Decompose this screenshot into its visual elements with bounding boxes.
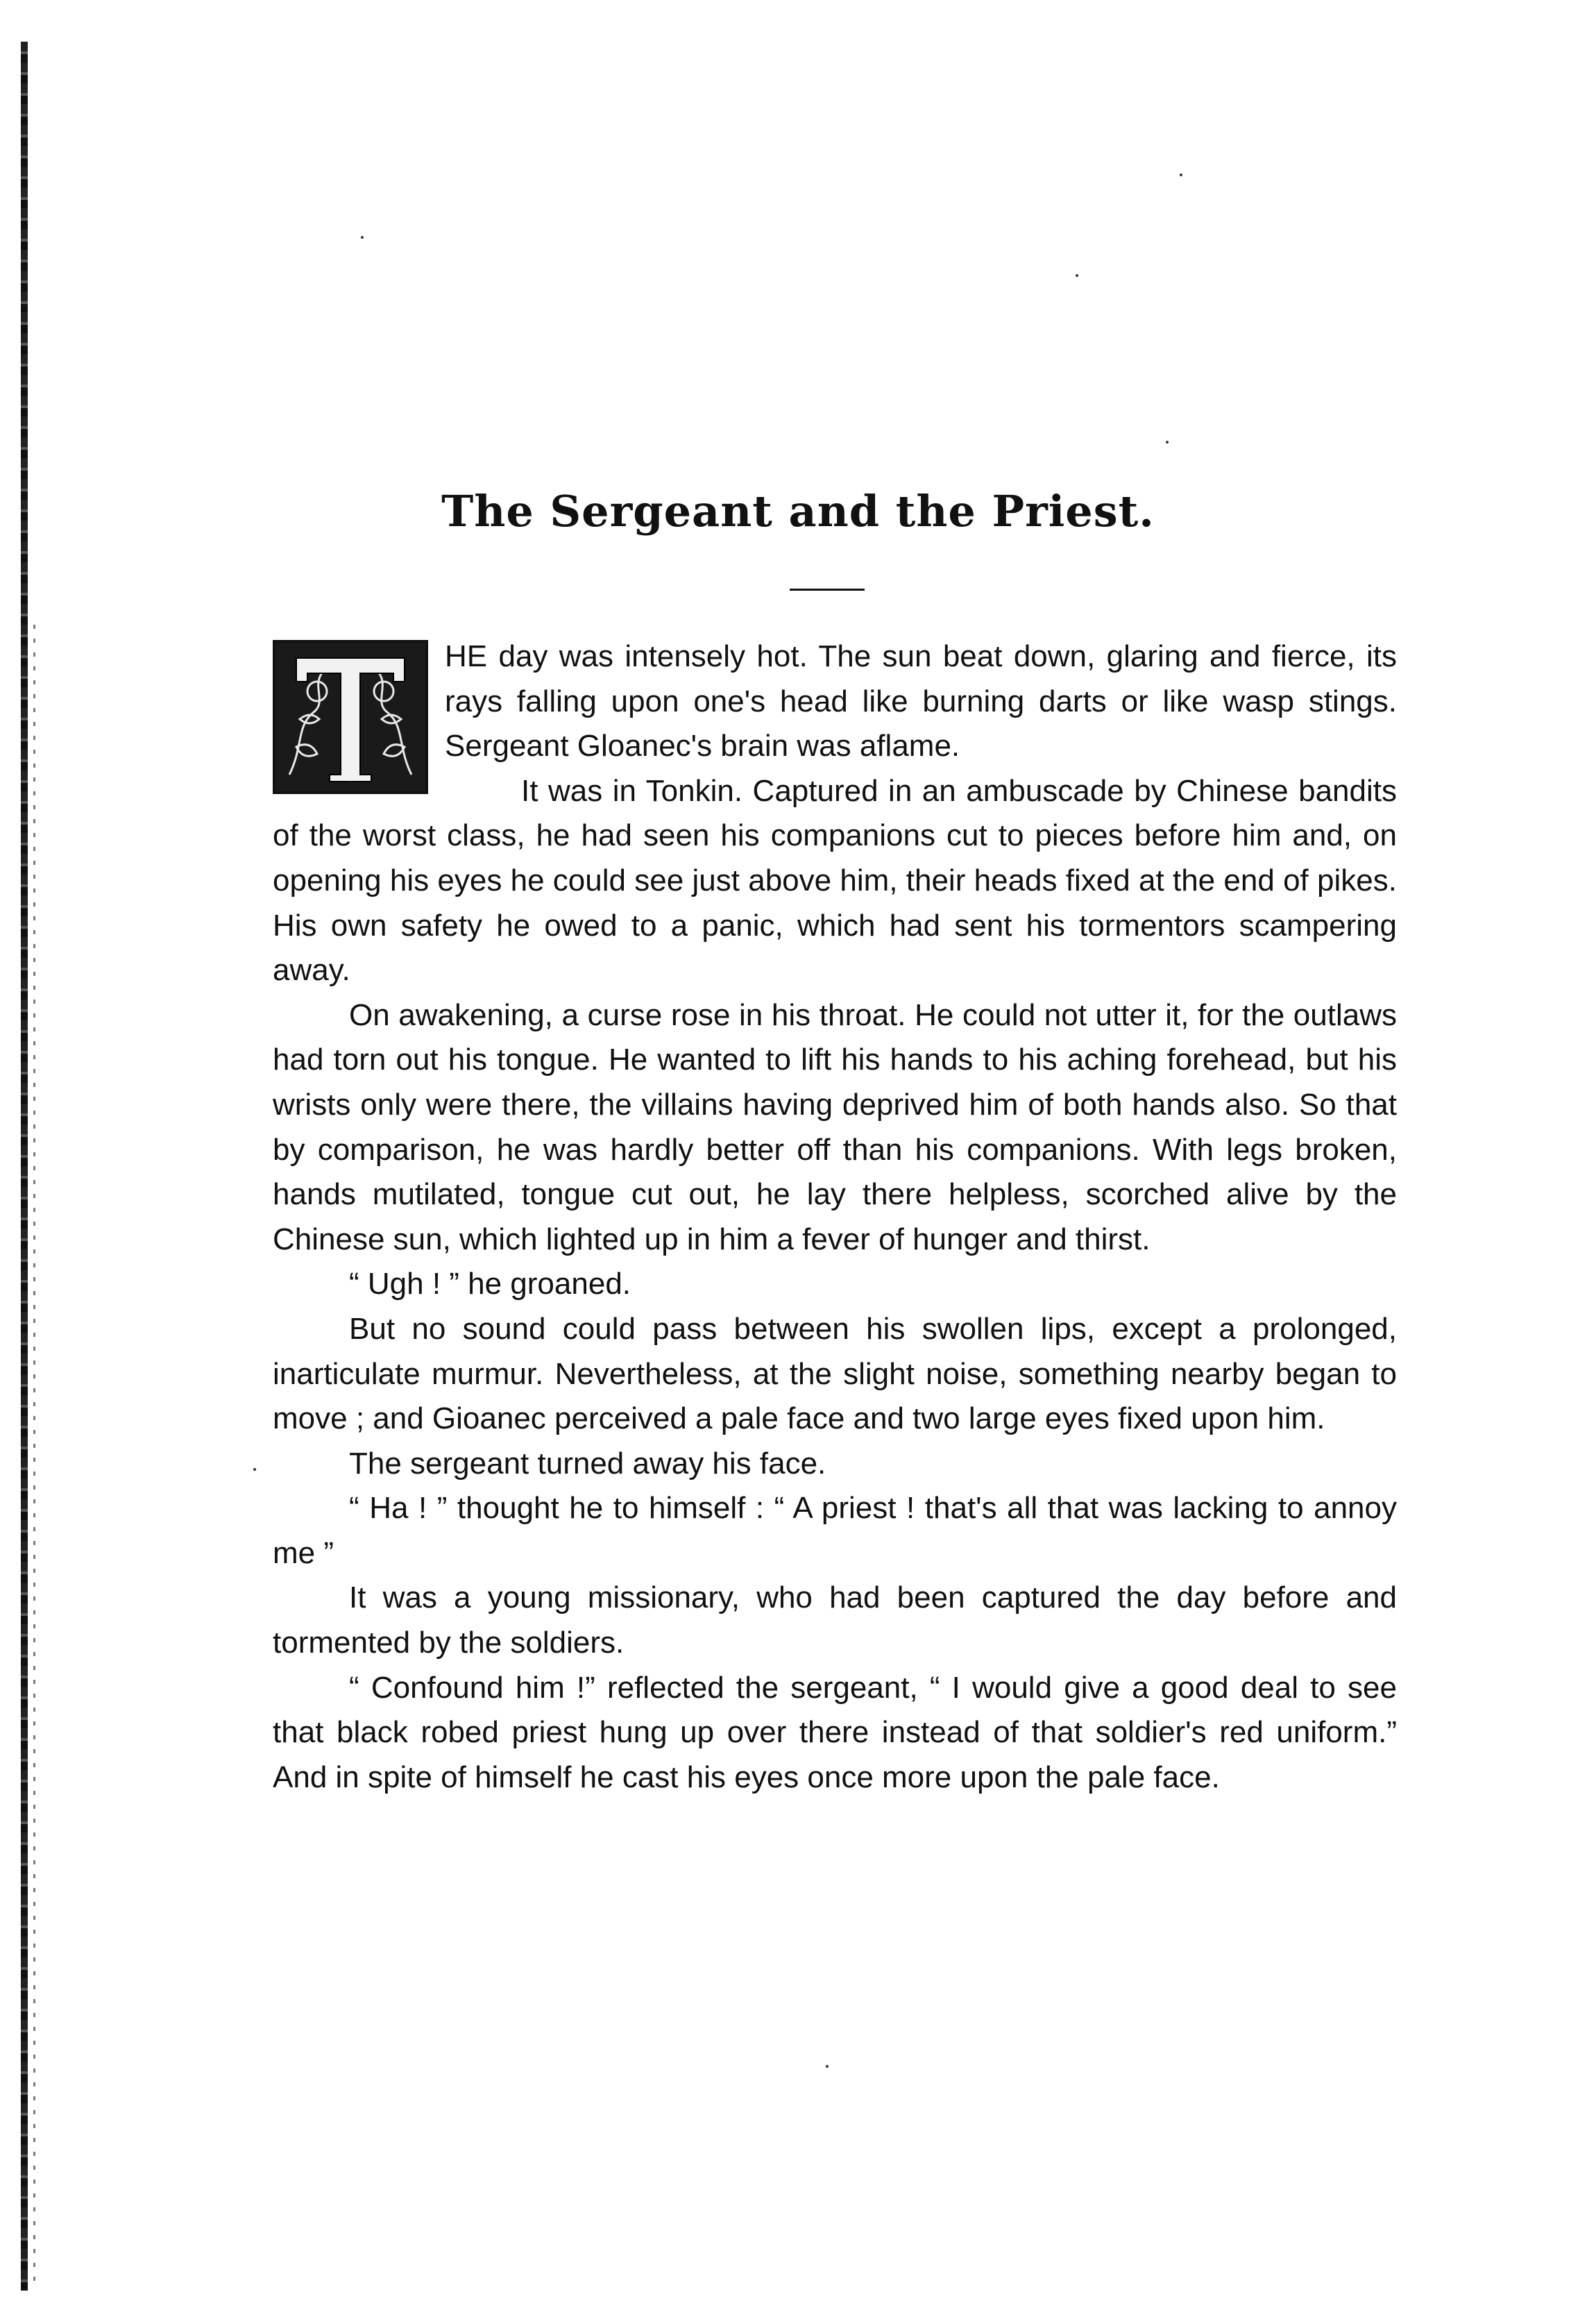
paragraph: It was a young missionary, who had been captured the day before and tormented by the soldiers. [273,1580,1397,1660]
print-speck [1076,274,1078,277]
paragraph: On awakening, a curse rose in his throat. He could not utter it, for the outlaws had torn out his tongue. He wanted to lift his hands to his aching forehead, but his wrists only were there, the villains having deprived him of both hands also. So that by comparison, he was hardly better off than his companions. With legs broken, hands mutilated, tongue cut out, he lay there helpless, scorched alive by the Chinese sun, which lighted up in him a fever of hunger and thirst. [273,997,1397,1256]
page-title: The Sergeant and the Priest. [441,486,1155,537]
print-speck [826,2065,829,2068]
print-speck [1166,441,1169,444]
paragraph-text: HE day was intensely hot. The sun beat down, glaring and fierce, its rays falling upon one's head like burning darts or like wasp stings. Sergeant Gloanec's brain was aflame. [445,639,1397,764]
paragraph: “ Ugh ! ” he groaned. [349,1267,631,1301]
page-binding-shadow [33,625,35,2291]
title-divider [790,589,865,591]
ornamental-dropcap [273,640,428,794]
dropcap-letter: T [348,780,353,786]
paragraph: But no sound could pass between his swollen lips, except a prolonged, inarticulate murmur. Nevertheless, at the slight noise, something nearby began to move ; and Gioanec perceived a pale face and two large eyes fixed upon him. [273,1311,1397,1436]
article-body [273,634,1397,1800]
print-speck [253,1468,256,1471]
dropcap-ornament-icon [275,643,425,791]
page-binding-edge [21,42,28,2291]
paragraph: “ Ha ! ” thought he to himself : “ A priest ! that's all that was lacking to annoy me ” [273,1491,1397,1570]
paragraph: It was in Tonkin. Captured in an ambuscade by Chinese bandits of the worst class, he had seen his companions cut to pieces before him and, on opening his eyes he could see just above him, their heads fixed at the end of pikes. His own safety he owed to a panic, which had sent his tormentors scampering away. [273,773,1397,988]
paragraph [273,634,1397,786]
paragraph: The sergeant turned away his face. [349,1446,826,1481]
print-speck [1180,174,1182,176]
print-speck [361,236,364,239]
paragraph: “ Confound him !” reflected the sergeant, “ I would give a good deal to see that black robed priest hung up over there instead of that soldier's red uniform.” And in spite of himself he cast his eyes once more upon the pale face. [273,1670,1397,1794]
